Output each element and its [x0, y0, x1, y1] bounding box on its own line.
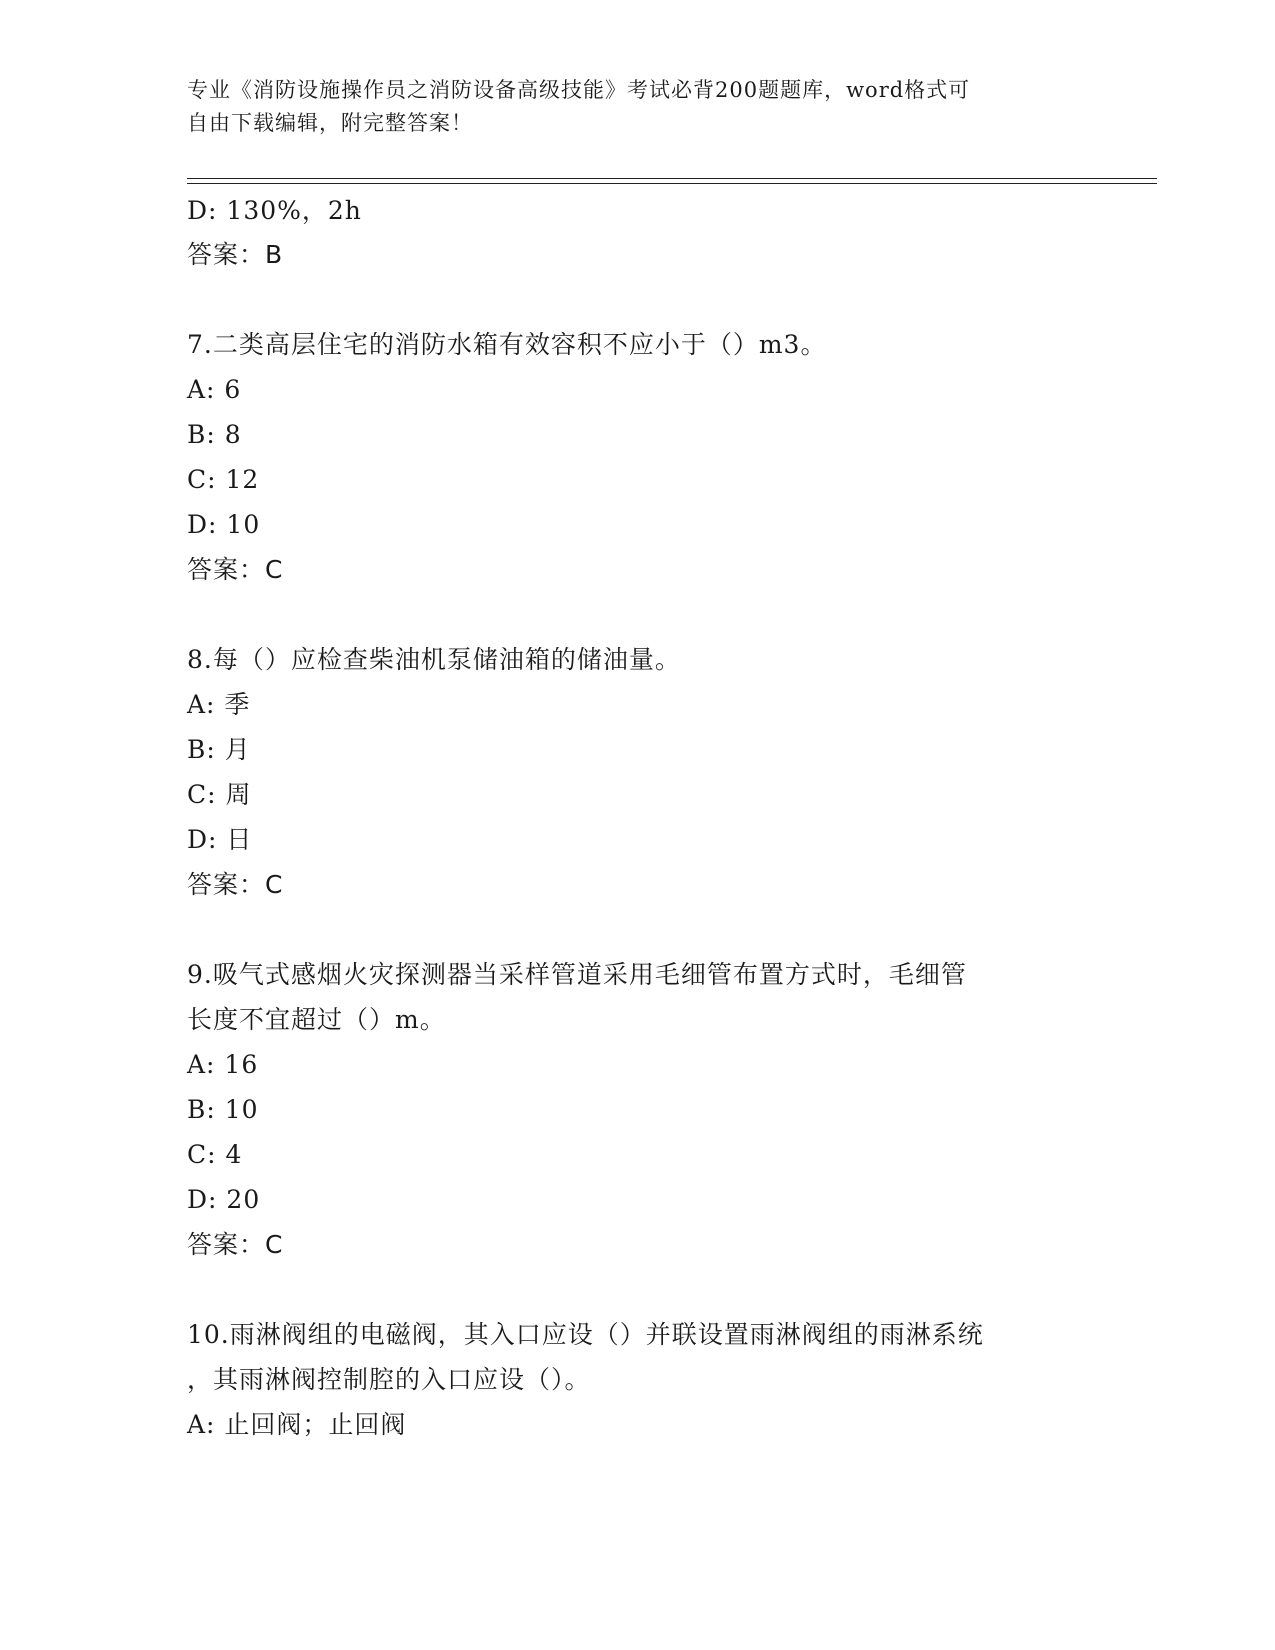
- q7-option-c: C: 12: [187, 465, 260, 494]
- q10-stem-line-2: ，其雨淋阀控制腔的入口应设（）。: [187, 1365, 591, 1394]
- q9-option-c: C: 4: [187, 1140, 243, 1169]
- q7-option-b: B: 8: [187, 420, 242, 449]
- header-divider-top: [187, 178, 1157, 179]
- q7-stem: 7.二类高层住宅的消防水箱有效容积不应小于（）m3。: [187, 330, 827, 359]
- q8-stem: 8.每（）应检查柴油机泵储油箱的储油量。: [187, 645, 681, 674]
- q8-answer: 答案：C: [187, 870, 284, 899]
- q8-option-d: D: 日: [187, 825, 253, 854]
- q9-option-b: B: 10: [187, 1095, 259, 1124]
- q8-option-c: C: 周: [187, 780, 252, 809]
- q10-stem-line-1: 10.雨淋阀组的电磁阀，其入口应设（）并联设置雨淋阀组的雨淋系统: [187, 1320, 984, 1349]
- header-title-line-1: 专业《消防设施操作员之消防设备高级技能》考试必背200题题库，word格式可: [187, 78, 971, 102]
- q9-stem-line-1: 9.吸气式感烟火灾探测器当采样管道采用毛细管布置方式时，毛细管: [187, 960, 967, 989]
- q9-stem-line-2: 长度不宜超过（）m。: [187, 1005, 446, 1034]
- document-header: [187, 74, 1067, 140]
- q7-option-d: D: 10: [187, 510, 261, 539]
- q9-answer: 答案：C: [187, 1230, 284, 1259]
- q7-answer: 答案：C: [187, 555, 284, 584]
- header-title-line-2: 自由下载编辑，附完整答案！: [187, 111, 473, 135]
- q6-option-d: D: 130%，2h: [187, 196, 362, 225]
- q9-option-a: A: 16: [187, 1050, 259, 1079]
- q10-option-a: A: 止回阀；止回阀: [187, 1410, 407, 1439]
- q9-option-d: D: 20: [187, 1185, 261, 1214]
- q8-option-b: B: 月: [187, 735, 251, 764]
- q7-option-a: A: 6: [187, 375, 242, 404]
- q6-answer: 答案：B: [187, 240, 284, 269]
- q8-option-a: A: 季: [187, 690, 251, 719]
- header-divider-bottom: [187, 183, 1157, 184]
